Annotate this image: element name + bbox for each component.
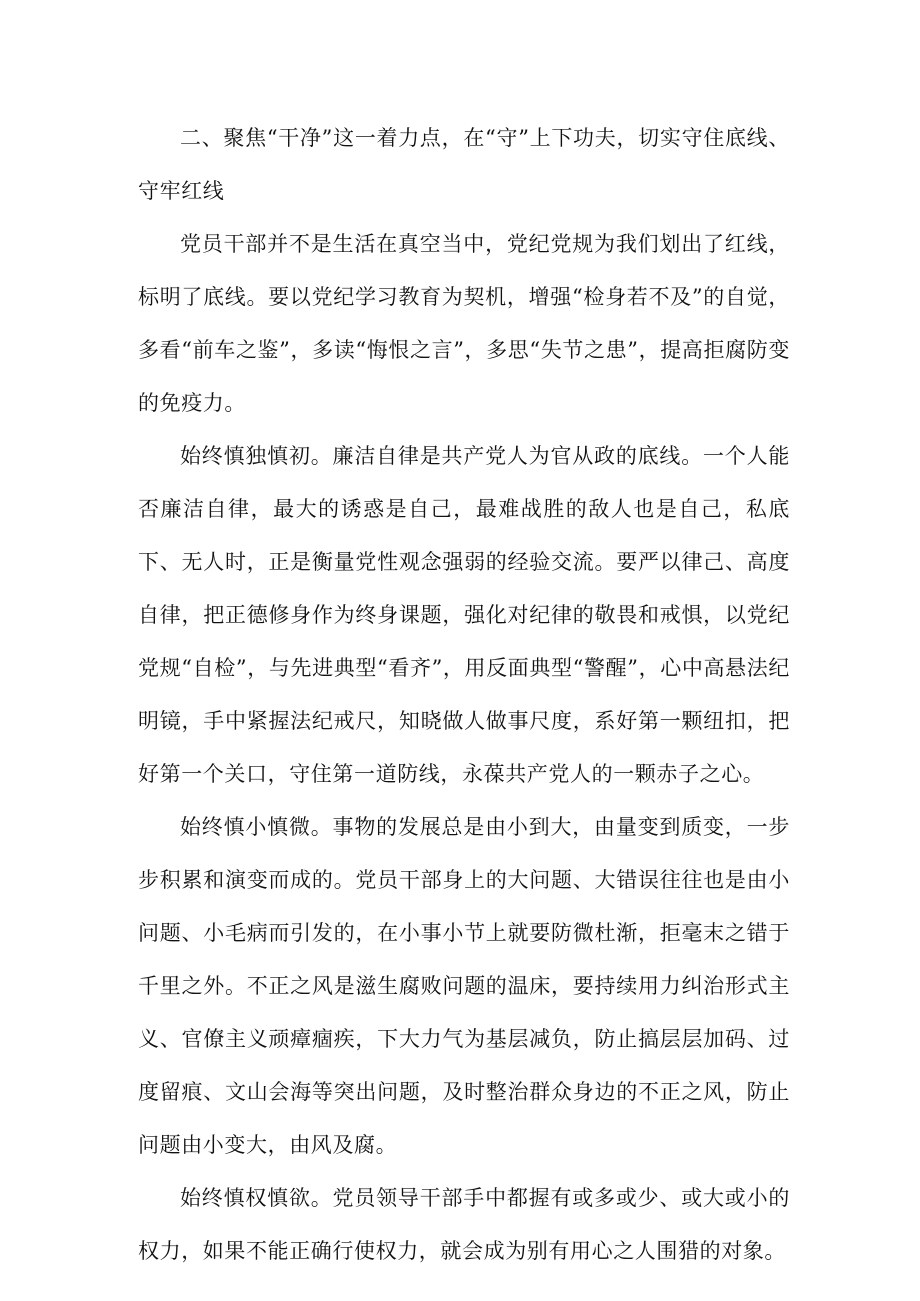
section-heading: 二、聚焦“干净”这一着力点，在“守”上下功夫，切实守住底线、守牢红线 <box>138 126 790 203</box>
document-body <box>138 112 790 1278</box>
paragraph-shendu-shenchu: 始终慎独慎初。廉洁自律是共产党人为官从政的底线。一个人能否廉洁自律，最大的诱惑是自己，最难战胜的敌人也是自己，私底下、无人时，正是衡量党性观念强弱的经验交流。要严以律己、高度自律，把正德修身作为终身课题，强化对纪律的敬畏和戒惧，以党纪党规“自检”，与先进典型“看齐”，用反面典型“警醒”，心中高悬法纪明镜，手中紧握法纪戒尺，知晓做人做事尺度，系好第一颗纽扣，把好第一个关口，守住第一道防线，永葆共产党人的一颗赤子之心。 <box>138 444 790 786</box>
paragraph-shenquan-shenyu: 始终慎权慎欲。党员领导干部手中都握有或多或少、或大或小的权力，如果不能正确行使权力，就会成为别有用心之人围猎的对象。 <box>138 1186 790 1263</box>
paragraph-shenxiao-shenwei: 始终慎小慎微。事物的发展总是由小到大，由量变到质变，一步步积累和演变而成的。党员干部身上的大问题、大错误往往也是由小问题、小毛病而引发的，在小事小节上就要防微杜渐，拒毫末之错于千里之外。不正之风是滋生腐败问题的温床，要持续用力纠治形式主义、官僚主义顽瘴痼疾，下大力气为基层减负，防止搞层层加码、过度留痕、文山会海等突出问题，及时整治群众身边的不正之风，防止问题由小变大，由风及腐。 <box>138 815 790 1157</box>
paragraph-intro: 党员干部并不是生活在真空当中，党纪党规为我们划出了红线，标明了底线。要以党纪学习教育为契机，增强“检身若不及”的自觉，多看“前车之鉴”，多读“悔恨之言”，多思“失节之患”，提高拒腐防变的免疫力。 <box>138 232 790 415</box>
